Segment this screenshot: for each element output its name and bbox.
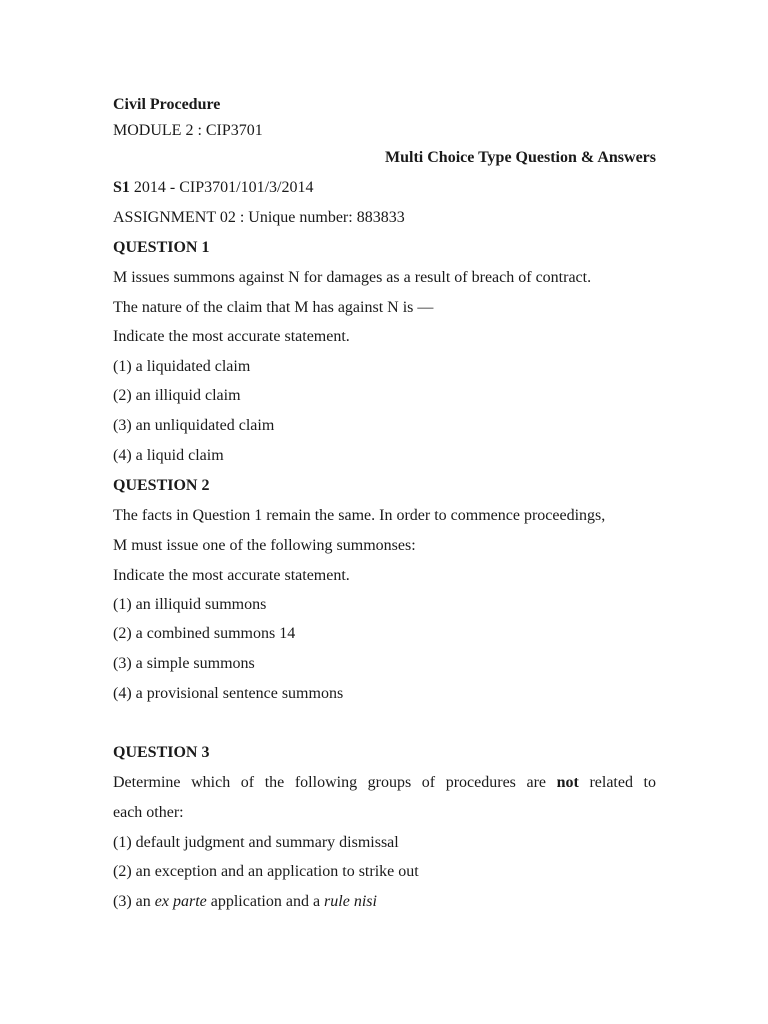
question-2-option: (4) a provisional sentence summons [113, 685, 344, 702]
question-1-option: (4) a liquid claim [113, 447, 224, 464]
question-2-option: (2) a combined summons 14 [113, 625, 296, 642]
question-1-option: (2) an illiquid claim [113, 387, 241, 404]
assignment-line: ASSIGNMENT 02 : Unique number: 883833 [113, 209, 405, 226]
question-3-option: (1) default judgment and summary dismissal [113, 834, 399, 851]
question-3-text-emphasis: not [556, 774, 579, 791]
semester-label: S1 [113, 179, 130, 196]
question-3-option [113, 892, 377, 912]
question-1-text: M issues summons against N for damages as a result of breach of contract. [113, 269, 592, 286]
question-2-text-continued: M must issue one of the following summonses: [113, 537, 416, 554]
document-subtitle: Multi Choice Type Question & Answers [385, 149, 656, 166]
question-1-text-continued: The nature of the claim that M has against N is — [113, 299, 434, 316]
question-3-option-3-middle: application and a [206, 893, 325, 910]
question-3-option-3-term-1: ex parte [154, 893, 207, 910]
question-2-instruction: Indicate the most accurate statement. [113, 567, 350, 584]
semester-code: 2014 - CIP3701/101/3/2014 [129, 179, 314, 196]
document-page [113, 0, 656, 1024]
question-3-option-3-term-2: rule nisi [324, 893, 377, 910]
question-3-option-3-prefix: (3) an [113, 893, 155, 910]
question-3-option: (2) an exception and an application to strike out [113, 863, 419, 880]
question-2-heading: QUESTION 2 [113, 477, 210, 494]
question-1-instruction: Indicate the most accurate statement. [113, 328, 350, 345]
question-3-text-continued: each other: [113, 804, 184, 821]
module-line: MODULE 2 : CIP3701 [113, 122, 263, 139]
question-1-heading: QUESTION 1 [113, 239, 210, 256]
question-2-text: The facts in Question 1 remain the same. In order to commence proceedings, [113, 507, 606, 524]
question-2-option: (3) a simple summons [113, 655, 255, 672]
question-3-text [113, 773, 656, 793]
question-3-heading: QUESTION 3 [113, 744, 210, 761]
question-2-option: (1) an illiquid summons [113, 596, 267, 613]
question-3-text-start: Determine which of the following groups of procedures are [113, 774, 557, 791]
question-1-option: (3) an unliquidated claim [113, 417, 275, 434]
semester-line [113, 178, 313, 198]
course-title: Civil Procedure [113, 96, 221, 113]
question-3-text-end: related to [578, 774, 657, 791]
question-1-option: (1) a liquidated claim [113, 358, 251, 375]
